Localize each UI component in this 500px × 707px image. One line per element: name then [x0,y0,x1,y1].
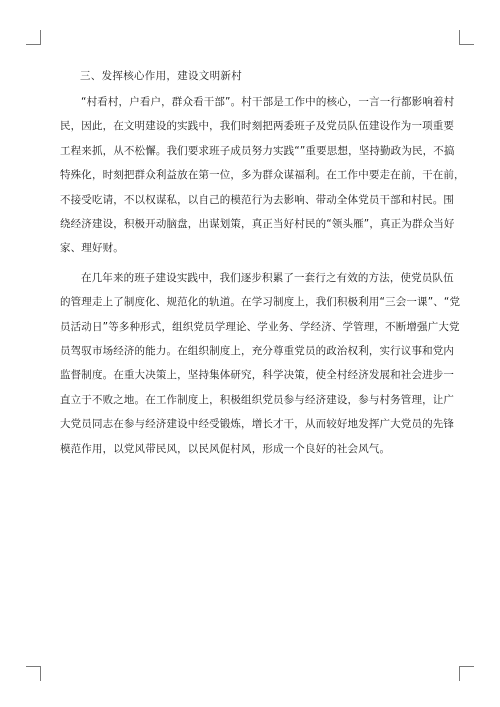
paragraph-line: 绕经济建设，积极开动脑盘，出谋划策，真正当好村民的“领头雁”，真正为群众当好 [60,218,455,231]
crop-mark-bottom-left [26,666,41,681]
paragraph-line: 模范作用，以党风带民风，以民风促村风，形成一个良好的社会风气。 [60,442,391,455]
paragraph-1 [60,90,465,261]
paragraph-line: 员活动日”等多种形式，组织党员学理论、学业务、学经济、学管理，不断增强广大党 [60,320,460,333]
paragraph-line: 大党员同志在参与经济建设中经受锻炼，增长才干，从而较好地发挥广大党员的先锋 [60,418,455,431]
paragraph-2 [60,266,461,461]
paragraph-line: 监督制度。在重大决策上，坚持集体研究，科学决策，使全村经济发展和社会进步一 [60,369,455,382]
paragraph-line: 特殊化，时刻把群众利益放在第一位，多为群众谋福利。在工作中要走在前，干在前， [60,169,465,182]
paragraph-line: “村看村，户看户，群众看干部”。村干部是工作中的核心，一言一行都影响着村 [81,96,455,108]
paragraph-line: 的管理走上了制度化、规范化的轨道。在学习制度上，我们积极利用“三会一课”、“党 [60,296,461,309]
document-body [60,67,465,466]
paragraph-line: 民，因此，在文明建设的实践中，我们时刻把两委班子及党员队伍建设作为一项重要 [60,120,455,133]
crop-mark-top-left [26,30,41,45]
paragraph-line: 不接受吃请，不以权谋私，以自己的模范行为去影响、带动全体党员干部和村民。围 [60,193,455,206]
section-heading: 三、发挥核心作用，建设文明新村 [80,70,242,82]
paragraph-line: 家、理好财。 [60,242,124,255]
paragraph-line: 在几年来的班子建设实践中，我们逐步积累了一套行之有效的方法，使党员队伍 [81,271,454,284]
paragraph-line: 直立于不败之地。在工作制度上，积极组织党员参与经济建设，参与村务管理，让广 [60,393,455,406]
crop-mark-top-right [459,30,474,45]
crop-mark-bottom-right [459,666,474,681]
paragraph-line: 员驾驭市场经济的能力。在组织制度上，充分尊重党员的政治权利，实行议事和党内 [60,345,455,358]
paragraph-line: 工程来抓，从不松懈。我们要求班子成员努力实践“”重要思想，坚持勤政为民，不搞 [60,144,455,157]
